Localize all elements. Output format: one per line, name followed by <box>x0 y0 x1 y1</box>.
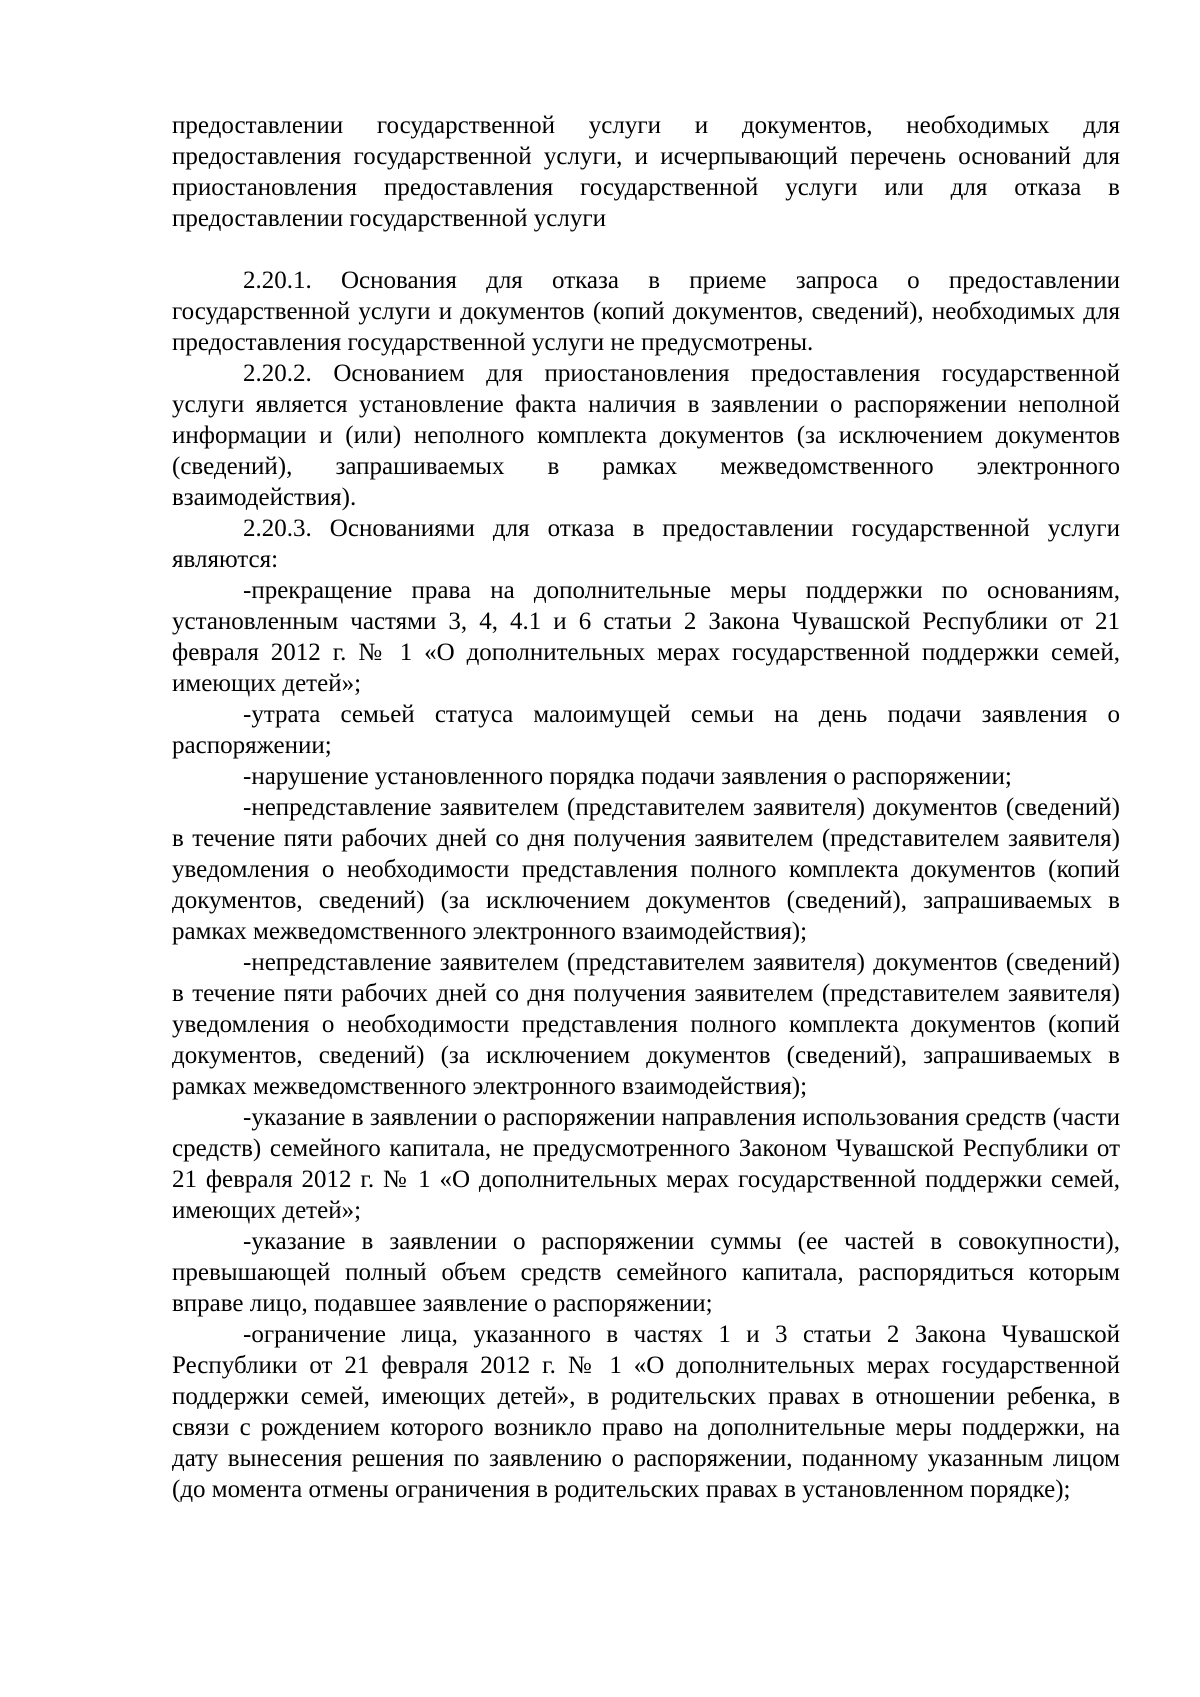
list-item-parental-rights-restriction: -ограничение лица, указанного в частях 1 и 3 статьи 2 Закона Чувашской Республики от 21 февраля 2012 г. № 1 «О дополнительных мерах государственной поддержки семей, имеющих детей», в родительских правах в отношении ребенка, в связи с рождением которого возникло право на дополнительные меры поддержки, на дату вынесения решения по заявлению о распоряжении, поданному указанным лицом (до момента отмены ограничения в родительских правах в установленном порядке); <box>172 1321 1120 1503</box>
paragraph-2-20-3: 2.20.3. Основаниями для отказа в предоставлении государственной услуги являются: <box>172 515 1120 573</box>
document-page <box>172 110 1120 1505</box>
list-item-termination-of-right: -прекращение права на дополнительные меры поддержки по основаниям, установленным частями 3, 4, 4.1 и 6 статьи 2 Закона Чувашской Республики от 21 февраля 2012 г. № 1 «О дополнительных мерах государственной поддержки семей, имеющих детей»; <box>172 577 1120 697</box>
list-item-procedure-violation: -нарушение установленного порядка подачи заявления о распоряжении; <box>243 763 1012 790</box>
list-item-loss-of-low-income-status: -утрата семьей статуса малоимущей семьи на день подачи заявления о распоряжении; <box>172 701 1120 759</box>
list-item-documents-not-provided-2: -непредставление заявителем (представителем заявителя) документов (сведений) в течение пяти рабочих дней со дня получения заявителем (представителем заявителя) уведомления о необходимости представления полного комплекта документов (копий документов, сведений) (за исключением документов (сведений), запрашиваемых в рамках межведомственного электронного взаимодействия); <box>172 949 1120 1100</box>
list-item-unprovided-use-direction: -указание в заявлении о распоряжении направления использования средств (части средств) семейного капитала, не предусмотренного Законом Чувашской Республики от 21 февраля 2012 г. № 1 «О дополнительных мерах государственной поддержки семей, имеющих детей»; <box>172 1104 1120 1224</box>
list-item-amount-exceeds-capital: -указание в заявлении о распоряжении суммы (ее частей в совокупности), превышающей полный объем средств семейного капитала, распорядиться которым вправе лицо, подавшее заявление о распоряжении; <box>172 1228 1120 1317</box>
paragraph-2-20-1: 2.20.1. Основания для отказа в приеме запроса о предоставлении государственной услуги и документов (копий документов, сведений), необходимых для предоставления государственной услуги не предусмотрены. <box>172 267 1120 356</box>
section-heading-continuation: предоставлении государственной услуги и документов, необходимых для предоставления государственной услуги, и исчерпывающий перечень оснований для приостановления предоставления государственной услуги или для отказа в предоставлении государственной услуги <box>172 112 1120 232</box>
paragraph-2-20-2: 2.20.2. Основанием для приостановления предоставления государственной услуги является установление факта наличия в заявлении о распоряжении неполной информации и (или) неполного комплекта документов (за исключением документов (сведений), запрашиваемых в рамках межведомственного электронного взаимодействия). <box>172 360 1120 511</box>
list-item-documents-not-provided-1: -непредставление заявителем (представителем заявителя) документов (сведений) в течение пяти рабочих дней со дня получения заявителем (представителем заявителя) уведомления о необходимости представления полного комплекта документов (копий документов, сведений) (за исключением документов (сведений), запрашиваемых в рамках межведомственного электронного взаимодействия); <box>172 794 1120 945</box>
blank-line <box>172 234 1120 265</box>
